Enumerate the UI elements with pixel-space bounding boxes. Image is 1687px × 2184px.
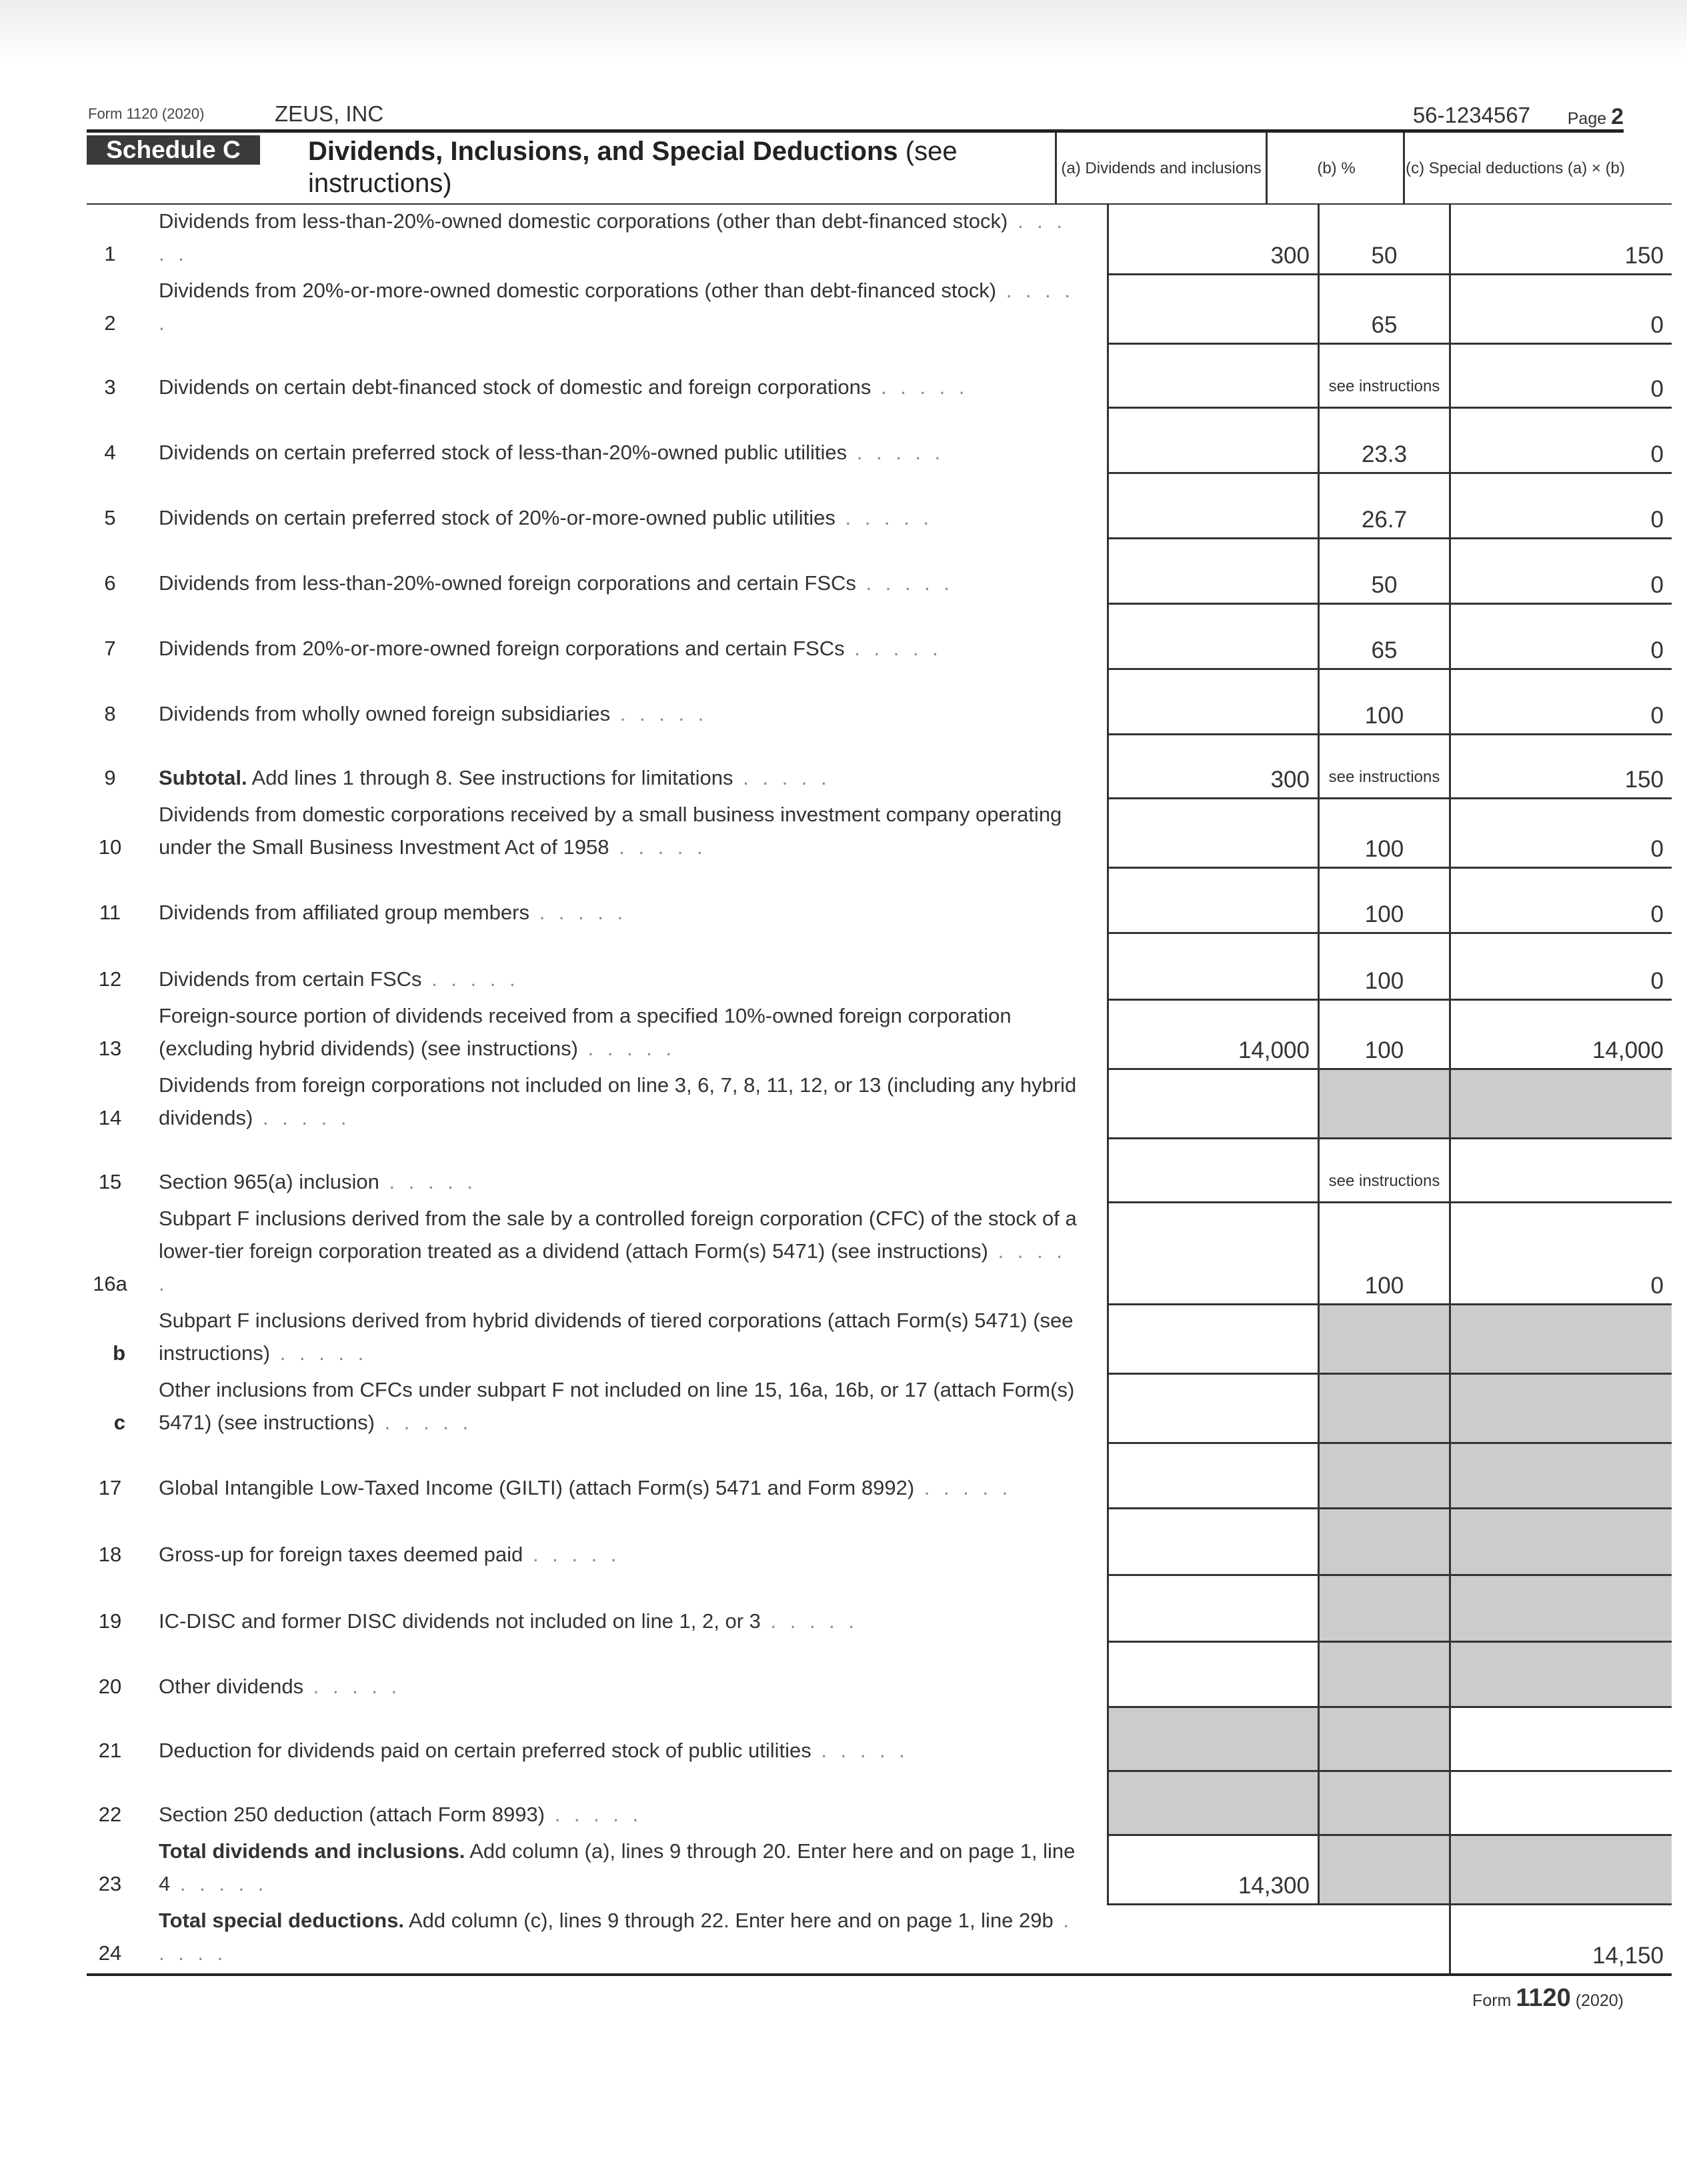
footer-prefix: Form xyxy=(1472,1991,1512,2010)
line-description-text: Global Intangible Low-Taxed Income (GILTI) (attach Form(s) 5471 and Form 8992) xyxy=(159,1476,915,1499)
line-row xyxy=(87,1707,1672,1771)
leader-dots: . . . . . xyxy=(733,766,831,789)
leader-dots: . . . . . xyxy=(871,375,969,399)
column-a-value[interactable] xyxy=(1108,407,1319,473)
line-description xyxy=(133,343,1108,407)
line-number: 7 xyxy=(104,637,116,660)
line-number: 22 xyxy=(98,1803,122,1826)
schedule-title-note: (see instructions) xyxy=(308,137,958,198)
line-description xyxy=(133,1508,1108,1575)
column-c-value[interactable] xyxy=(1450,1138,1672,1202)
line-row xyxy=(87,1904,1672,1975)
column-b-value[interactable] xyxy=(1319,734,1450,798)
line-number: 14 xyxy=(98,1106,122,1129)
column-c-value[interactable]: 150 xyxy=(1450,204,1672,274)
column-b-value[interactable] xyxy=(1319,343,1450,407)
column-a-value[interactable] xyxy=(1108,1508,1319,1575)
line-description-text: Dividends from domestic corporations received by a small business investment company operating under the Small Business Investment Act of 1958 xyxy=(159,803,1062,859)
line-number: 16a xyxy=(93,1272,127,1295)
line-description xyxy=(133,999,1108,1069)
line-row xyxy=(87,999,1672,1069)
line-number: 18 xyxy=(98,1543,122,1566)
leader-dots: . . . . . xyxy=(844,637,942,660)
column-b-value xyxy=(1319,1508,1450,1575)
line-description-text: Dividends on certain preferred stock of 20%-or-more-owned public utilities xyxy=(159,506,835,529)
line-number: 4 xyxy=(104,441,116,464)
line-description-text: Dividends from foreign corporations not included on line 3, 6, 7, 8, 11, 12, or 13 (including any hybrid dividends) xyxy=(159,1073,1077,1129)
leader-dots: . . . . . xyxy=(159,1239,1066,1295)
page-footer xyxy=(87,1984,1624,2013)
line-description-text: Subpart F inclusions derived from the sale by a controlled foreign corporation (CFC) of the stock of a lower-tier foreign corporation treated as a dividend (attach Form(s) 5471) (see instructions) xyxy=(159,1207,1077,1263)
line-description-text: Other dividends xyxy=(159,1675,304,1698)
line-description-text: Add column (a), lines 9 through 20. Enter here and on page 1, line 4 xyxy=(159,1839,1076,1895)
column-b-value xyxy=(1319,1771,1450,1835)
leader-dots: . . . . . xyxy=(847,441,945,464)
line-description xyxy=(133,1138,1108,1202)
line-row xyxy=(87,1069,1672,1138)
leader-dots: . . . . . xyxy=(159,279,1074,335)
see-instructions-note: see instructions xyxy=(1328,767,1440,786)
leader-dots: . . . . . xyxy=(577,1037,676,1060)
leader-dots: . . . . . xyxy=(835,506,933,529)
leader-dots: . . . . . xyxy=(529,901,627,924)
form-label: Form 1120 (2020) xyxy=(88,105,205,122)
column-c-value[interactable]: 0 xyxy=(1450,407,1672,473)
line-number: 23 xyxy=(98,1872,122,1895)
line-description xyxy=(133,1641,1108,1707)
line-number: 11 xyxy=(99,901,121,924)
column-a-empty xyxy=(1108,1904,1319,1975)
form-1120-page-2 xyxy=(87,100,1664,2013)
column-c-value xyxy=(1450,1835,1672,1904)
line-row xyxy=(87,407,1672,473)
line-description xyxy=(133,274,1108,343)
line-description-text: Dividends from less-than-20%-owned domestic corporations (other than debt-financed stock) xyxy=(159,209,1008,233)
line-row xyxy=(87,1443,1672,1508)
line-number: 5 xyxy=(104,506,116,529)
line-description-text: Foreign-source portion of dividends received from a specified 10%-owned foreign corporation (excluding hybrid dividends) (see instructions) xyxy=(159,1004,1012,1060)
column-b-value[interactable]: 50 xyxy=(1319,538,1450,603)
column-c-value[interactable] xyxy=(1450,1771,1672,1835)
leader-dots: . . . . . xyxy=(811,1739,909,1762)
column-b-value xyxy=(1319,1443,1450,1508)
leader-dots: . . . . . xyxy=(159,209,1067,265)
line-description xyxy=(133,669,1108,734)
column-a-value[interactable] xyxy=(1108,1138,1319,1202)
line-description xyxy=(133,1707,1108,1771)
line-number: 20 xyxy=(98,1675,122,1698)
line-number: 24 xyxy=(87,1904,133,1975)
line-number: b xyxy=(113,1341,125,1365)
column-c-value[interactable]: 0 xyxy=(1450,603,1672,669)
line-description-text: Section 965(a) inclusion xyxy=(159,1170,379,1193)
line-row xyxy=(87,1508,1672,1575)
line-description-text: Dividends from 20%-or-more-owned domestic corporations (other than debt-financed stock) xyxy=(159,279,997,302)
line-description-text: Subpart F inclusions derived from hybrid dividends of tiered corporations (attach Form(s) 5471) (see instructions) xyxy=(159,1309,1074,1365)
column-b-value[interactable]: 50 xyxy=(1319,204,1450,274)
line-number: c xyxy=(113,1411,125,1434)
line-row xyxy=(87,538,1672,603)
column-c-value[interactable]: 0 xyxy=(1450,867,1672,933)
lines-body xyxy=(87,204,1672,1975)
column-a-value[interactable] xyxy=(1108,798,1319,867)
line-number: 6 xyxy=(104,571,116,595)
column-a-value[interactable] xyxy=(1108,1575,1319,1641)
column-c-value[interactable]: 0 xyxy=(1450,274,1672,343)
line-number: 13 xyxy=(98,1037,122,1060)
column-c-value[interactable]: 14,000 xyxy=(1450,999,1672,1069)
company-name: ZEUS, INC xyxy=(275,101,384,126)
line-number: 2 xyxy=(104,311,116,335)
column-c-value xyxy=(1450,1373,1672,1443)
line-number: 19 xyxy=(98,1609,122,1633)
column-c-value xyxy=(1450,1069,1672,1138)
column-a-value[interactable] xyxy=(1108,933,1319,999)
line-description xyxy=(133,867,1108,933)
line-description-text: Other inclusions from CFCs under subpart F not included on line 15, 16a, 16b, or 17 (attach Form(s) 5471) (see instructions) xyxy=(159,1378,1075,1434)
see-instructions-note: see instructions xyxy=(1328,377,1440,395)
column-b-value[interactable]: 100 xyxy=(1319,1202,1450,1304)
column-b-value xyxy=(1319,1641,1450,1707)
line-row xyxy=(87,669,1672,734)
column-a-value[interactable] xyxy=(1108,669,1319,734)
column-b-value[interactable]: 65 xyxy=(1319,274,1450,343)
column-b-value[interactable]: 100 xyxy=(1319,999,1450,1069)
column-b-value[interactable]: 100 xyxy=(1319,867,1450,933)
leader-dots: . . . . . xyxy=(610,702,708,725)
leader-dots: . . . . . xyxy=(523,1543,621,1566)
column-b-value[interactable]: 100 xyxy=(1319,669,1450,734)
page-number: 2 xyxy=(1611,104,1624,129)
line-description-text: Dividends from less-than-20%-owned foreign corporations and certain FSCs xyxy=(159,571,856,595)
column-c-value[interactable] xyxy=(1450,1707,1672,1771)
column-c-value[interactable]: 0 xyxy=(1450,798,1672,867)
column-c-value xyxy=(1450,1443,1672,1508)
line-description xyxy=(133,1304,1108,1373)
line-row xyxy=(87,1835,1672,1904)
line-row xyxy=(87,603,1672,669)
column-b-value[interactable]: 26.7 xyxy=(1319,473,1450,538)
line-description-text: Dividends from affiliated group members xyxy=(159,901,529,924)
schedule-title-bold: Dividends, Inclusions, and Special Deductions xyxy=(308,137,898,166)
line-row xyxy=(87,1304,1672,1373)
column-a-value[interactable] xyxy=(1108,1202,1319,1304)
column-c-value xyxy=(1450,1304,1672,1373)
line-number: 10 xyxy=(98,835,122,859)
line-number: 15 xyxy=(98,1170,122,1193)
column-b-value xyxy=(1319,1835,1450,1904)
column-a-value[interactable]: 300 xyxy=(1108,204,1319,274)
line-description xyxy=(133,798,1108,867)
line-description-text: Dividends on certain debt-financed stock of domestic and foreign corporations xyxy=(159,375,872,399)
line-row xyxy=(87,1575,1672,1641)
column-a-value[interactable] xyxy=(1108,473,1319,538)
column-a-value xyxy=(1108,1771,1319,1835)
line-row xyxy=(87,867,1672,933)
page-indicator xyxy=(1568,104,1624,130)
column-b-value[interactable]: 65 xyxy=(1319,603,1450,669)
line-description xyxy=(133,1069,1108,1138)
line-row xyxy=(87,1373,1672,1443)
column-b-value xyxy=(1319,1304,1450,1373)
leader-dots: . . . . . xyxy=(170,1872,268,1895)
schedule-label: Schedule C xyxy=(87,135,260,165)
leader-dots: . . . . . xyxy=(760,1609,859,1633)
line-row xyxy=(87,473,1672,538)
line-number: 3 xyxy=(104,375,116,399)
column-b-value xyxy=(1319,1707,1450,1771)
line-description-text: Section 250 deduction (attach Form 8993) xyxy=(159,1803,545,1826)
column-b-value[interactable] xyxy=(1319,1138,1450,1202)
column-b-value xyxy=(1319,1575,1450,1641)
line-number: 17 xyxy=(98,1476,122,1499)
line-description xyxy=(133,538,1108,603)
column-c-value xyxy=(1450,1641,1672,1707)
line-description xyxy=(133,603,1108,669)
column-a-value[interactable] xyxy=(1108,1641,1319,1707)
column-header-b: (b) % xyxy=(1266,133,1405,203)
line-description-text: Dividends from wholly owned foreign subsidiaries xyxy=(159,702,611,725)
scan-shadow xyxy=(0,0,1687,60)
line-description xyxy=(133,1575,1108,1641)
line-number: 21 xyxy=(98,1739,122,1762)
line-description-text: Deduction for dividends paid on certain preferred stock of public utilities xyxy=(159,1739,811,1762)
line-number: 12 xyxy=(98,967,122,991)
line-number: 8 xyxy=(104,702,116,725)
page-label: Page xyxy=(1567,109,1607,128)
line-description-text: Dividends on certain preferred stock of less-than-20%-owned public utilities xyxy=(159,441,848,464)
column-b-value xyxy=(1319,1069,1450,1138)
leader-dots: . . . . . xyxy=(609,835,707,859)
column-a-value[interactable] xyxy=(1108,603,1319,669)
line-description xyxy=(133,204,1108,274)
line-description xyxy=(133,734,1108,798)
line-number: 9 xyxy=(104,766,116,789)
see-instructions-note: see instructions xyxy=(1328,1171,1440,1190)
column-c-value[interactable]: 14,150 xyxy=(1450,1904,1672,1975)
column-a-value[interactable] xyxy=(1108,1373,1319,1443)
column-a-value[interactable] xyxy=(1108,343,1319,407)
line-row xyxy=(87,274,1672,343)
line-description-text: Dividends from certain FSCs xyxy=(159,967,422,991)
footer-year: (2020) xyxy=(1575,1991,1624,2010)
schedule-c-lines xyxy=(87,203,1672,1976)
ein: 56-1234567 xyxy=(1412,103,1530,127)
line-number: 1 xyxy=(104,242,116,265)
column-a-value[interactable] xyxy=(1108,867,1319,933)
line-row xyxy=(87,1138,1672,1202)
line-row xyxy=(87,1641,1672,1707)
line-description-bold: Total special deductions. xyxy=(159,1909,405,1932)
leader-dots: . . . . . xyxy=(270,1341,368,1365)
line-row xyxy=(87,1202,1672,1304)
leader-dots: . . . . . xyxy=(374,1411,473,1434)
column-c-value[interactable]: 150 xyxy=(1450,734,1672,798)
column-c-value[interactable]: 0 xyxy=(1450,538,1672,603)
line-description-bold: Total dividends and inclusions. xyxy=(159,1839,465,1863)
column-b-value[interactable]: 100 xyxy=(1319,798,1450,867)
line-description xyxy=(133,1771,1108,1835)
schedule-title xyxy=(308,135,1082,199)
column-c-value xyxy=(1450,1575,1672,1641)
leader-dots: . . . . . xyxy=(914,1476,1012,1499)
leader-dots: . . . . . xyxy=(545,1803,643,1826)
column-c-value xyxy=(1450,1508,1672,1575)
leader-dots: . . . . . xyxy=(253,1106,351,1129)
column-header-c: (c) Special deductions (a) × (b) xyxy=(1403,133,1626,203)
leader-dots: . . . . . xyxy=(856,571,954,595)
line-row xyxy=(87,1771,1672,1835)
line-description xyxy=(133,1373,1108,1443)
line-description-text: IC-DISC and former DISC dividends not included on line 1, 2, or 3 xyxy=(159,1609,761,1633)
leader-dots: . . . . . xyxy=(421,967,519,991)
footer-form-number: 1120 xyxy=(1516,1984,1571,2012)
line-row xyxy=(87,204,1672,274)
line-description xyxy=(133,1835,1108,1904)
column-headers xyxy=(1055,133,1624,203)
column-a-value[interactable] xyxy=(1108,538,1319,603)
column-a-value[interactable]: 14,000 xyxy=(1108,999,1319,1069)
line-description-text: Gross-up for foreign taxes deemed paid xyxy=(159,1543,523,1566)
column-c-value[interactable]: 0 xyxy=(1450,343,1672,407)
column-a-value[interactable] xyxy=(1108,1069,1319,1138)
line-row xyxy=(87,933,1672,999)
line-description xyxy=(133,1904,1108,1975)
line-description-bold: Subtotal. xyxy=(159,766,247,789)
column-a-value[interactable]: 14,300 xyxy=(1108,1835,1319,1904)
column-b-value[interactable]: 23.3 xyxy=(1319,407,1450,473)
column-b-empty xyxy=(1319,1904,1450,1975)
column-a-value[interactable] xyxy=(1108,1443,1319,1508)
line-description-text: Dividends from 20%-or-more-owned foreign corporations and certain FSCs xyxy=(159,637,845,660)
column-a-value xyxy=(1108,1707,1319,1771)
page-header xyxy=(87,100,1624,129)
leader-dots: . . . . . xyxy=(379,1170,477,1193)
line-row xyxy=(87,734,1672,798)
column-a-value[interactable] xyxy=(1108,1304,1319,1373)
leader-dots: . . . . . xyxy=(159,1909,1073,1965)
column-c-value[interactable]: 0 xyxy=(1450,933,1672,999)
column-header-a: (a) Dividends and inclusions xyxy=(1055,133,1266,203)
column-c-value[interactable]: 0 xyxy=(1450,473,1672,538)
column-a-value[interactable]: 300 xyxy=(1108,734,1319,798)
line-description xyxy=(133,933,1108,999)
line-description-text: Add lines 1 through 8. See instructions for limitations xyxy=(247,766,733,789)
line-description xyxy=(133,1202,1108,1304)
column-c-value[interactable]: 0 xyxy=(1450,1202,1672,1304)
column-b-value[interactable]: 100 xyxy=(1319,933,1450,999)
line-description xyxy=(133,473,1108,538)
schedule-title-band xyxy=(87,129,1624,203)
column-c-value[interactable]: 0 xyxy=(1450,669,1672,734)
line-description xyxy=(133,1443,1108,1508)
line-row xyxy=(87,798,1672,867)
line-description-text: Add column (c), lines 9 through 22. Enter here and on page 1, line 29b xyxy=(404,1909,1054,1932)
leader-dots: . . . . . xyxy=(303,1675,401,1698)
line-row xyxy=(87,343,1672,407)
column-b-value xyxy=(1319,1373,1450,1443)
line-description xyxy=(133,407,1108,473)
column-a-value[interactable] xyxy=(1108,274,1319,343)
